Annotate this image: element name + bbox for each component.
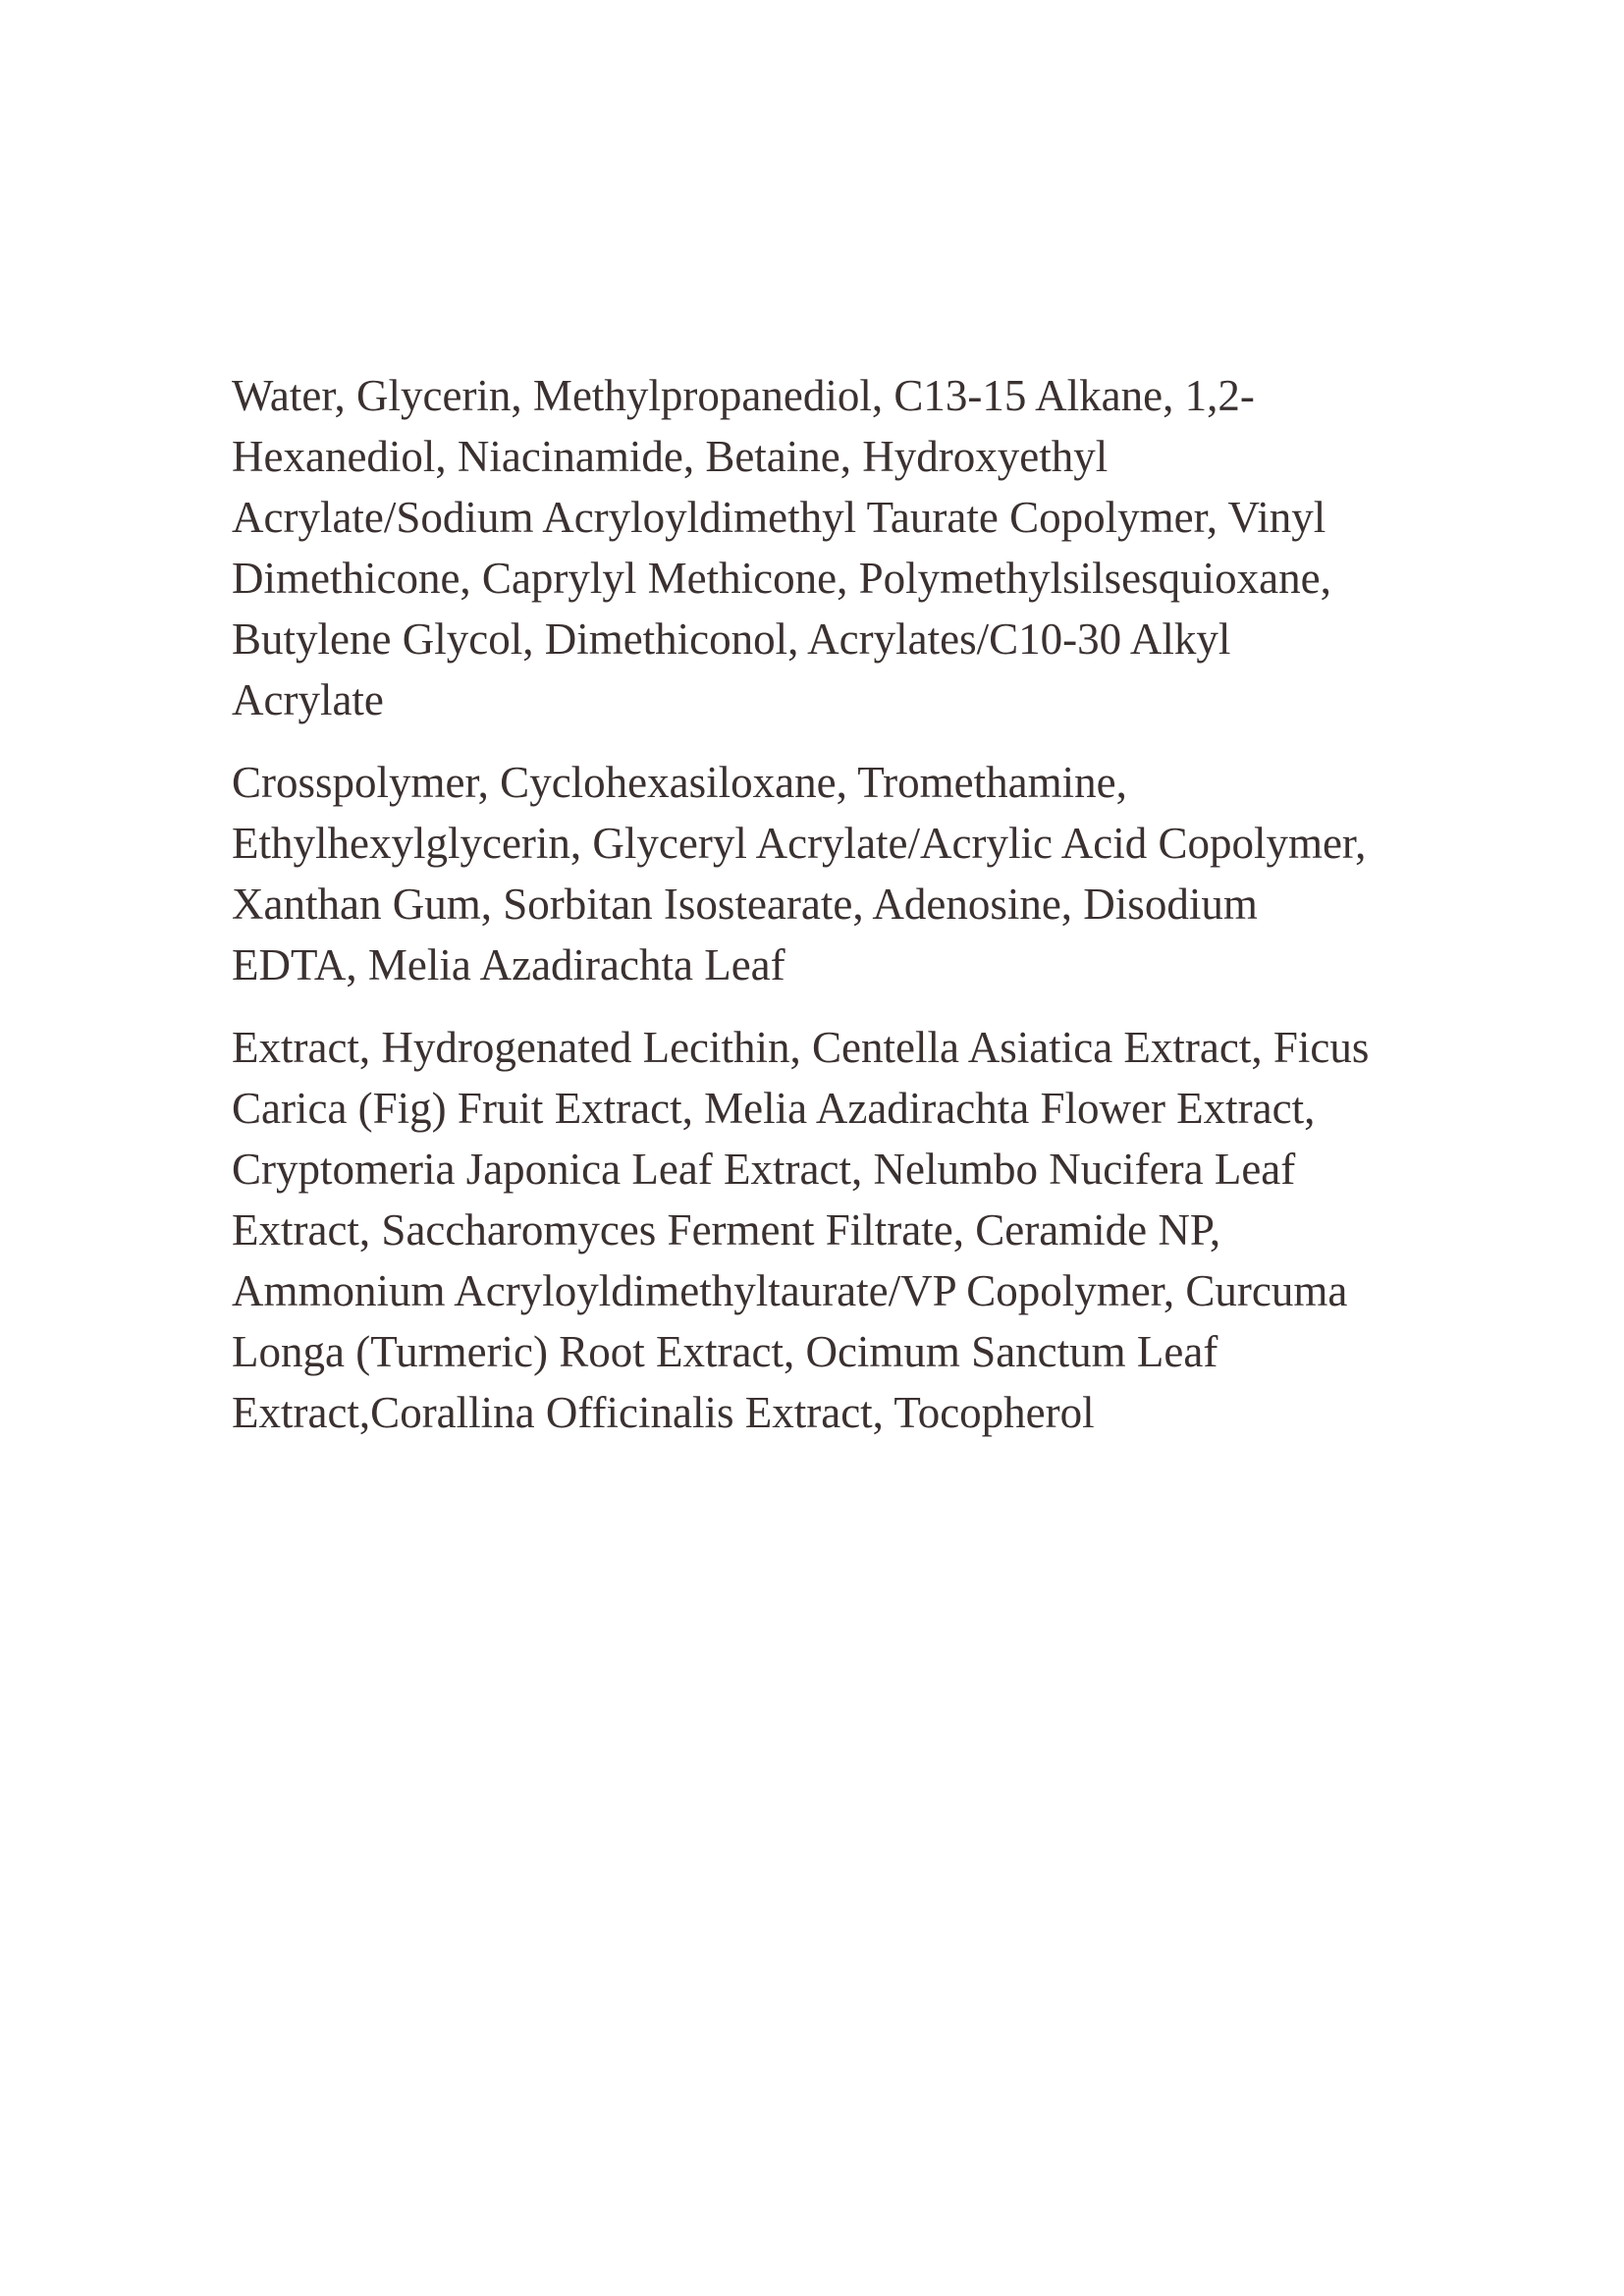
text-line: Longa (Turmeric) Root Extract, Ocimum Sanctum Leaf — [232, 1327, 1218, 1376]
text-line: Xanthan Gum, Sorbitan Isostearate, Adenosine, Disodium — [232, 880, 1258, 929]
text-line: Extract,Corallina Officinalis Extract, Tocopherol — [232, 1388, 1095, 1437]
ingredients-paragraph-1 — [232, 365, 1508, 730]
text-line: Ammonium Acryloyldimethyltaurate/VP Copolymer, Curcuma — [232, 1266, 1348, 1315]
text-line: Dimethicone, Caprylyl Methicone, Polymethylsilsesquioxane, — [232, 554, 1331, 603]
text-line: Acrylate/Sodium Acryloyldimethyl Taurate Copolymer, Vinyl — [232, 493, 1326, 542]
text-line: EDTA, Melia Azadirachta Leaf — [232, 940, 785, 989]
text-line: Ethylhexylglycerin, Glyceryl Acrylate/Acrylic Acid Copolymer, — [232, 819, 1367, 868]
text-line: Cryptomeria Japonica Leaf Extract, Nelumbo Nucifera Leaf — [232, 1145, 1296, 1194]
text-line: Extract, Hydrogenated Lecithin, Centella Asiatica Extract, Ficus — [232, 1023, 1370, 1072]
text-line: Water, Glycerin, Methylpropanediol, C13-15 Alkane, 1,2- — [232, 371, 1255, 420]
text-line: Acrylate — [232, 675, 384, 724]
text-line: Hexanediol, Niacinamide, Betaine, Hydroxyethyl — [232, 432, 1109, 481]
ingredients-list — [232, 365, 1508, 1443]
text-line: Crosspolymer, Cyclohexasiloxane, Tromethamine, — [232, 758, 1127, 807]
text-line: Butylene Glycol, Dimethiconol, Acrylates/C10-30 Alkyl — [232, 614, 1231, 664]
text-line: Extract, Saccharomyces Ferment Filtrate, Ceramide NP, — [232, 1205, 1221, 1255]
text-line: Carica (Fig) Fruit Extract, Melia Azadirachta Flower Extract, — [232, 1084, 1316, 1133]
ingredients-paragraph-3 — [232, 1017, 1508, 1443]
ingredients-paragraph-2 — [232, 752, 1508, 995]
